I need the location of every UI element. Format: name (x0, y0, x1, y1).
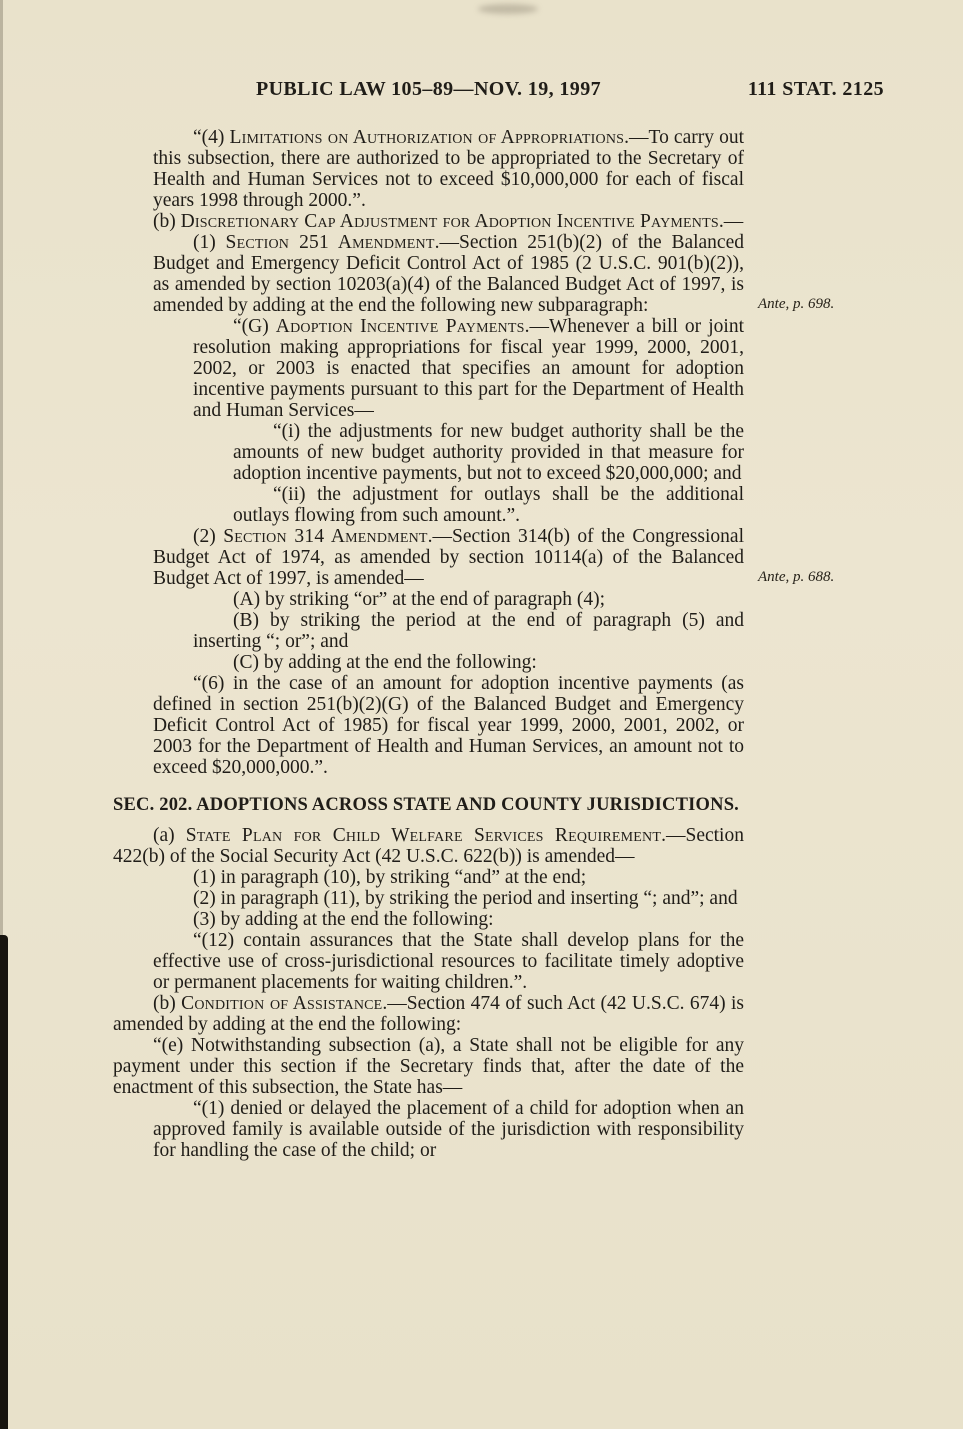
statute-paragraph-wrap (113, 232, 835, 316)
statute-paragraph-discretionary-cap: (b) Discretionary Cap Adjustment for Adoption Incentive Payments.— (153, 211, 744, 232)
statute-paragraph-6-incentive-payments: “(6) in the case of an amount for adoption incentive payments (as defined in section 251(b)(2)(G) of the Balanced Budget and Emergency Deficit Control Act of 1985) for fiscal year 1999, 2000, 2001, 2002, or 2003 for the Department of Health and Human Services, an amount not to exceed $20,000,000.”. (153, 673, 744, 778)
statute-clause-i: “(i) the adjustments for new budget authority shall be the amounts of new budget authority provided in that measure for adoption incentive payments, but not to exceed $20,000,000; and (233, 421, 744, 484)
statute-body (113, 127, 835, 1161)
running-header (113, 78, 884, 101)
statute-subparagraph-a: (A) by striking “or” at the end of paragraph (4); (233, 589, 605, 610)
statute-paragraph-1-denied-or-delayed: “(1) denied or delayed the placement of a child for adoption when an approved family is available outside of the jurisdiction with responsibility for handling the case of the child; or (153, 1098, 744, 1161)
statute-paragraph-condition-of-assistance: (b) Condition of Assistance.—Section 474 of such Act (42 U.S.C. 674) is amended by adding at the end the following: (113, 993, 745, 1035)
margin-note-ante-688: Ante, p. 688. (758, 569, 835, 585)
statute-paragraph-wrap (113, 526, 835, 589)
stat-page-number: 111 STAT. 2125 (747, 78, 884, 100)
statute-paragraph-12-assurances: “(12) contain assurances that the State shall develop plans for the effective use of cross-jurisdictional resources to facilitate timely adoptive or permanent placements for waiting children.”. (153, 930, 744, 993)
statute-clause-ii: “(ii) the adjustment for outlays shall be the additional outlays flowing from such amount.”. (233, 484, 744, 526)
statute-paragraph-limitations: “(4) Limitations on Authorization of Appropriations.—To carry out this subsection, there are authorized to be appropriated to the Secretary of Health and Human Services not to exceed $10,000,000 for each of fiscal years 1998 through 2000.”. (153, 127, 744, 211)
statute-paragraph-e-notwithstanding: “(e) Notwithstanding subsection (a), a State shall not be eligible for any payment under this section if the Secretary finds that, after the date of the enactment of this subsection, the State has— (113, 1035, 744, 1098)
scan-artifact-left-edge-dark (0, 935, 8, 1429)
statute-subparagraph-c: (C) by adding at the end the following: (233, 652, 537, 673)
statute-paragraph-state-plan: (a) State Plan for Child Welfare Services Requirement.—Section 422(b) of the Social Security Act (42 U.S.C. 622(b)) is amended— (113, 825, 744, 867)
statute-subparagraph-b: (B) by striking the period at the end of paragraph (5) and inserting “; or”; and (193, 610, 744, 652)
statute-paragraph-a-2: (2) in paragraph (11), by striking the period and inserting “; and”; and (193, 888, 738, 909)
section-202-heading: SEC. 202. ADOPTIONS ACROSS STATE AND COUNTY JURISDICTIONS. (113, 795, 740, 815)
margin-note-ante-698: Ante, p. 698. (758, 296, 835, 312)
scan-artifact-top-smudge (478, 4, 538, 14)
statute-paragraph-section-251-amendment: (1) Section 251 Amendment.—Section 251(b)(2) of the Balanced Budget and Emergency Deficit Control Act of 1985 (2 U.S.C. 901(b)(2)), as amended by section 10203(a)(4) of the Balanced Budget Act of 1997, is amended by adding at the end the following new subparagraph: (153, 232, 744, 316)
statute-paragraph-adoption-incentive-payments: “(G) Adoption Incentive Payments.—Whenever a bill or joint resolution making appropriations for fiscal year 1999, 2000, 2001, 2002, or 2003 is enacted that specifies an amount for adoption incentive payments pursuant to this part for the Department of Health and Human Services— (193, 316, 744, 421)
law-title: PUBLIC LAW 105–89—NOV. 19, 1997 (255, 78, 602, 100)
statute-paragraph-section-314-amendment: (2) Section 314 Amendment.—Section 314(b) of the Congressional Budget Act of 1974, as amended by section 10114(a) of the Balanced Budget Act of 1997, is amended— (153, 526, 744, 589)
statute-paragraph-a-1: (1) in paragraph (10), by striking “and” at the end; (193, 867, 587, 888)
statute-paragraph-a-3: (3) by adding at the end the following: (193, 909, 494, 930)
